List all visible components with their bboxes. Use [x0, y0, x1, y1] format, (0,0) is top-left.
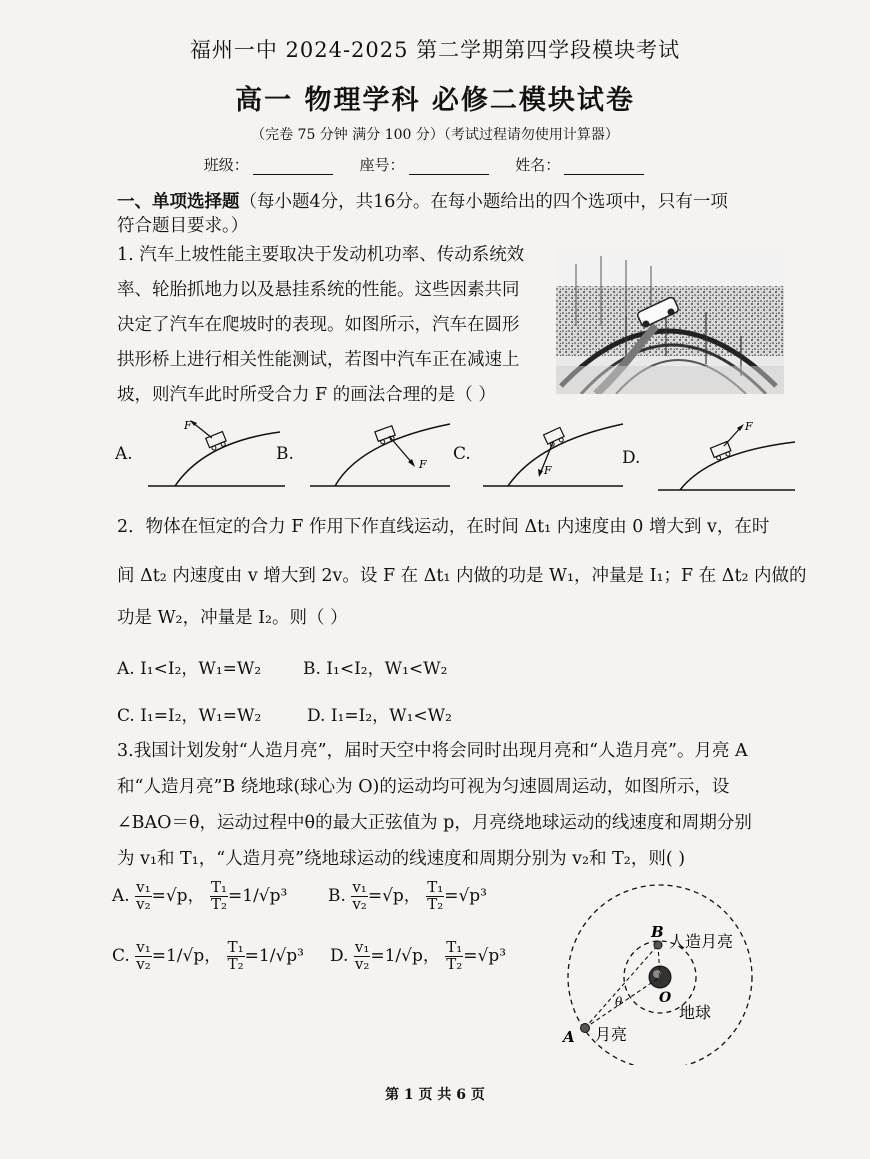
q1-option-b-diagram	[305, 412, 455, 492]
q1-option-d-label[interactable]: D.	[622, 448, 641, 468]
q3-line: 3.我国计划发射“人造月亮”，届时天空中将会同时出现月亮和“人造月亮”。月亮 A	[117, 741, 748, 761]
q3-line: 为 v₁和 T₁，“人造月亮”绕地球运动的线速度和周期分别为 v₂和 T₂，则( )	[117, 849, 686, 869]
q3-option-d[interactable]: D. $\frac{\text{v₁}}{\text{v₂}}$ =1/√p， $\frac{\text{T₁}}{\text{T₂}}$ =√p³	[330, 938, 507, 973]
option-label: D.	[330, 945, 349, 966]
exam-info: （完卷 75 分钟 满分 100 分）（考试过程请勿使用计算器）	[251, 127, 619, 143]
seat-label: 座号：	[359, 156, 405, 174]
label-moon: 月亮	[595, 1025, 628, 1044]
q3-option-b[interactable]: B. $\frac{\text{v₁}}{\text{v₂}}$ =√p， $\frac{\text{T₁}}{\text{T₂}}$ =√p³	[328, 878, 487, 913]
page-number: 第 1 页 共 6 页	[385, 1087, 485, 1103]
force-label: F	[745, 420, 753, 433]
q1-line: 1. 汽车上坡性能主要取决于发动机功率、传动系统效	[117, 245, 525, 265]
q1-option-b-label[interactable]: B.	[276, 444, 294, 464]
q1-line: 决定了汽车在爬坡时的表现。如图所示，汽车在圆形	[117, 315, 520, 335]
q1-line: 坡，则汽车此时所受合力 F 的画法合理的是（ ）	[117, 385, 496, 405]
section1-heading	[117, 188, 728, 213]
denominator: v₂	[354, 954, 370, 973]
denominator: v₂	[136, 954, 151, 973]
t-ratio-value: 1/√p³	[242, 885, 288, 906]
numerator: T₁	[210, 878, 227, 896]
option-label: C.	[112, 945, 130, 966]
q2-option-a[interactable]: A. I₁<I₂，W₁=W₂	[117, 659, 262, 679]
label-earth: 地球	[679, 1003, 712, 1022]
q2-line: 功是 W₂，冲量是 I₂。则（ ）	[117, 608, 348, 628]
t-ratio-value: √p³	[458, 885, 487, 906]
q1-line: 拱形桥上进行相关性能测试，若图中汽车正在减速上	[117, 350, 520, 370]
artificial-moon-icon	[654, 941, 662, 949]
v-ratio-value: 1/√p	[165, 945, 205, 966]
t-ratio	[227, 940, 245, 973]
name-label: 姓名：	[515, 156, 561, 174]
numerator: v₁	[136, 938, 151, 956]
v-ratio	[135, 940, 152, 973]
force-label: F	[184, 419, 192, 432]
label-artificial-moon: 人造月亮	[669, 932, 734, 951]
moon-icon	[581, 1024, 590, 1033]
q1-option-c-diagram	[478, 412, 628, 492]
force-label: F	[544, 464, 552, 477]
denominator: T₂	[427, 894, 444, 913]
numerator: T₁	[227, 938, 244, 956]
arch-bridge-photo	[556, 246, 784, 394]
q1-stem	[117, 238, 524, 413]
q1-option-a-diagram	[140, 412, 290, 492]
q1-line: 率、轮胎抓地力以及悬挂系统的性能。这些因素共同	[117, 280, 520, 300]
v-ratio	[135, 880, 152, 913]
label-a: A	[563, 1028, 575, 1046]
q1-option-d-diagram	[650, 412, 800, 492]
option-label: A.	[112, 885, 130, 906]
class-label: 班级：	[203, 156, 249, 174]
q3-option-c[interactable]: C. $\frac{\text{v₁}}{\text{v₂}}$ =1/√p， $\frac{\text{T₁}}{\text{T₂}}$ =1/√p³	[112, 938, 304, 973]
numerator: v₁	[354, 938, 370, 956]
v-ratio-value: √p	[165, 885, 188, 906]
school-exam-title: 福州一中 2024-2025 第二学期第四学段模块考试	[189, 38, 681, 62]
q2-option-d[interactable]: D. I₁=I₂，W₁<W₂	[307, 706, 452, 726]
v-ratio	[351, 880, 368, 913]
student-info-fields	[0, 154, 870, 175]
label-o: O	[659, 990, 672, 1006]
q3-line: 和“人造月亮”B 绕地球(球心为 O)的运动均可视为匀速圆周运动，如图所示，设	[117, 777, 730, 797]
section1-desc-cont: 符合题目要求。）	[117, 216, 249, 236]
seat-field[interactable]	[409, 160, 489, 175]
denominator: v₂	[352, 894, 367, 913]
q3-line: ∠BAO＝θ，运动过程中θ的最大正弦值为 p，月亮绕地球运动的线速度和周期分别	[117, 813, 752, 833]
t-ratio	[210, 880, 228, 913]
q1-option-c-label[interactable]: C.	[453, 444, 471, 464]
numerator: v₁	[136, 878, 151, 896]
label-b: B	[651, 923, 664, 941]
section1-desc: （每小题4分，共16分。在每小题给出的四个选项中，只有一项	[239, 192, 728, 212]
numerator: v₁	[352, 878, 367, 896]
t-ratio	[426, 880, 444, 913]
v-ratio-value: 1/√p	[384, 945, 423, 966]
t-ratio-value: 1/√p³	[258, 945, 304, 966]
v-ratio	[354, 940, 371, 973]
option-label: B.	[328, 885, 346, 906]
t-ratio	[445, 940, 463, 973]
q1-option-a-label[interactable]: A.	[115, 444, 133, 464]
numerator: T₁	[427, 878, 444, 896]
label-theta: θ	[615, 995, 623, 1009]
q2-option-b[interactable]: B. I₁<I₂，W₁<W₂	[303, 659, 448, 679]
denominator: T₂	[446, 954, 463, 973]
class-field[interactable]	[253, 160, 333, 175]
q3-option-a[interactable]: A. $\frac{\text{v₁}}{\text{v₂}}$ =√p， $\frac{\text{T₁}}{\text{T₂}}$ =1/√p³	[112, 878, 288, 913]
q2-line: 2．物体在恒定的合力 F 作用下作直线运动，在时间 Δt₁ 内速度由 0 增大到 v，在时	[117, 517, 770, 537]
numerator: T₁	[446, 938, 463, 956]
section1-title: 一、单项选择题	[117, 192, 240, 212]
paper-title: 高一 物理学科 必修二模块试卷	[235, 85, 635, 116]
denominator: T₂	[227, 954, 244, 973]
force-label: F	[419, 458, 427, 471]
denominator: T₂	[210, 894, 227, 913]
t-ratio-value: √p³	[477, 945, 507, 966]
denominator: v₂	[136, 894, 151, 913]
name-field[interactable]	[564, 160, 644, 175]
v-ratio-value: √p	[382, 885, 404, 906]
q2-line: 间 Δt₂ 内速度由 v 增大到 2v。设 F 在 Δt₁ 内做的功是 W₁，冲量是 I₁；F 在 Δt₂ 内做的	[117, 566, 807, 586]
orbit-diagram	[555, 875, 770, 1065]
q2-option-c[interactable]: C. I₁=I₂，W₁=W₂	[117, 706, 262, 726]
